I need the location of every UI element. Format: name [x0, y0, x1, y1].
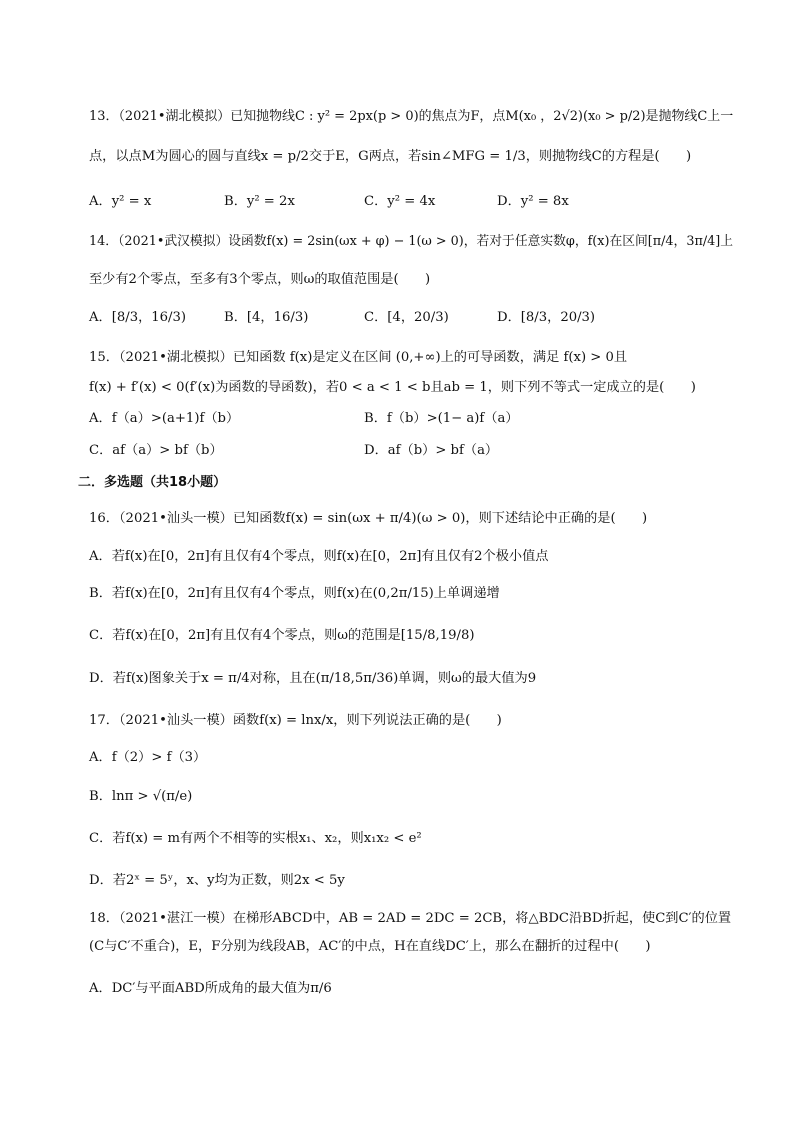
q18-option-a: A．DC′与平面ABD所成角的最大值为π/6: [89, 981, 332, 996]
q14-line1: 14．（2021•武汉模拟）设函数f(x) = 2sin(ωx + φ) − 1(ω > 0)，若对于任意实数φ，f(x)在区间[π/4，3π/4]上: [89, 234, 734, 249]
q13-line2: 点，以点M为圆心的圆与直线x = p/2交于E，G两点，若sin∠MFG = 1/3，则抛物线C的方程是( ): [89, 149, 692, 164]
q15-line2: f(x) + f′(x) < 0(f′(x)为函数的导函数)，若0 < a < 1 < b且ab = 1，则下列不等式一定成立的是( ): [89, 380, 696, 395]
q15-option-d: D．af（b）> bf（a）: [364, 443, 499, 458]
q14-option-d: D．[8/3，20/3): [497, 310, 596, 325]
q14-line2: 至少有2个零点，至多有3个零点，则ω的取值范围是( ): [89, 272, 431, 287]
q16-line1: 16．（2021•汕头一模）已知函数f(x) = sin(ωx + π/4)(ω > 0)，则下述结论中正确的是( ): [89, 511, 648, 526]
q17-option-a: A．f（2）> f（3）: [89, 750, 207, 765]
q17-option-c: C．若f(x) = m有两个不相等的实根x₁、x₂，则x₁x₂ < e²: [89, 831, 422, 846]
q16-option-a: A．若f(x)在[0，2π]有且仅有4个零点，则f(x)在[0，2π]有且仅有2个极小值点: [89, 549, 549, 564]
q17-option-d: D．若2ˣ = 5ʸ，x、y均为正数，则2x < 5y: [89, 873, 345, 888]
q14-option-c: C．[4，20/3): [364, 310, 449, 325]
q18-line1: 18．（2021•湛江一模）在梯形ABCD中，AB = 2AD = 2DC = 2CB，将△BDC沿BD折起，使C到C′的位置: [89, 911, 732, 926]
q17-option-b: B．lnπ > √(π/e): [89, 789, 193, 804]
q13-option-a: A．y² = x: [89, 194, 152, 209]
q18-line2: (C与C′不重合)，E，F分别为线段AB，AC′的中点，H在直线DC′上，那么在翻折的过程中( ): [89, 939, 651, 954]
q15-option-c: C．af（a）> bf（b）: [89, 443, 223, 458]
q13-option-d: D．y² = 8x: [497, 194, 569, 209]
q17-line1: 17．（2021•汕头一模）函数f(x) = lnx/x，则下列说法正确的是( ): [89, 713, 502, 728]
q16-option-c: C．若f(x)在[0，2π]有且仅有4个零点，则ω的范围是[15/8,19/8): [89, 628, 475, 643]
q13-option-b: B．y² = 2x: [224, 194, 295, 209]
q13-line1: 13．（2021•湖北模拟）已知抛物线C : y² = 2px(p > 0)的焦点为F，点M(x₀ ，2√2)(x₀ > p/2)是抛物线C上一: [89, 109, 734, 124]
q14-option-b: B．[4，16/3): [224, 310, 309, 325]
q15-option-b: B．f（b）>(1− a)f（a）: [364, 411, 519, 426]
q14-option-a: A．[8/3，16/3): [89, 310, 187, 325]
q16-option-d: D．若f(x)图象关于x = π/4对称，且在(π/18,5π/36)单调，则ω的最大值为9: [89, 671, 537, 686]
q16-option-b: B．若f(x)在[0，2π]有且仅有4个零点，则f(x)在(0,2π/15)上单调递增: [89, 586, 500, 601]
q15-line1: 15．（2021•湖北模拟）已知函数 f(x)是定义在区间 (0,+∞)上的可导函数，满足 f(x) > 0且: [89, 350, 628, 365]
section-heading-multi-choice: 二．多选题（共18小题）: [78, 475, 227, 490]
q13-option-c: C．y² = 4x: [364, 194, 436, 209]
q15-option-a: A．f（a）>(a+1)f（b）: [89, 411, 240, 426]
